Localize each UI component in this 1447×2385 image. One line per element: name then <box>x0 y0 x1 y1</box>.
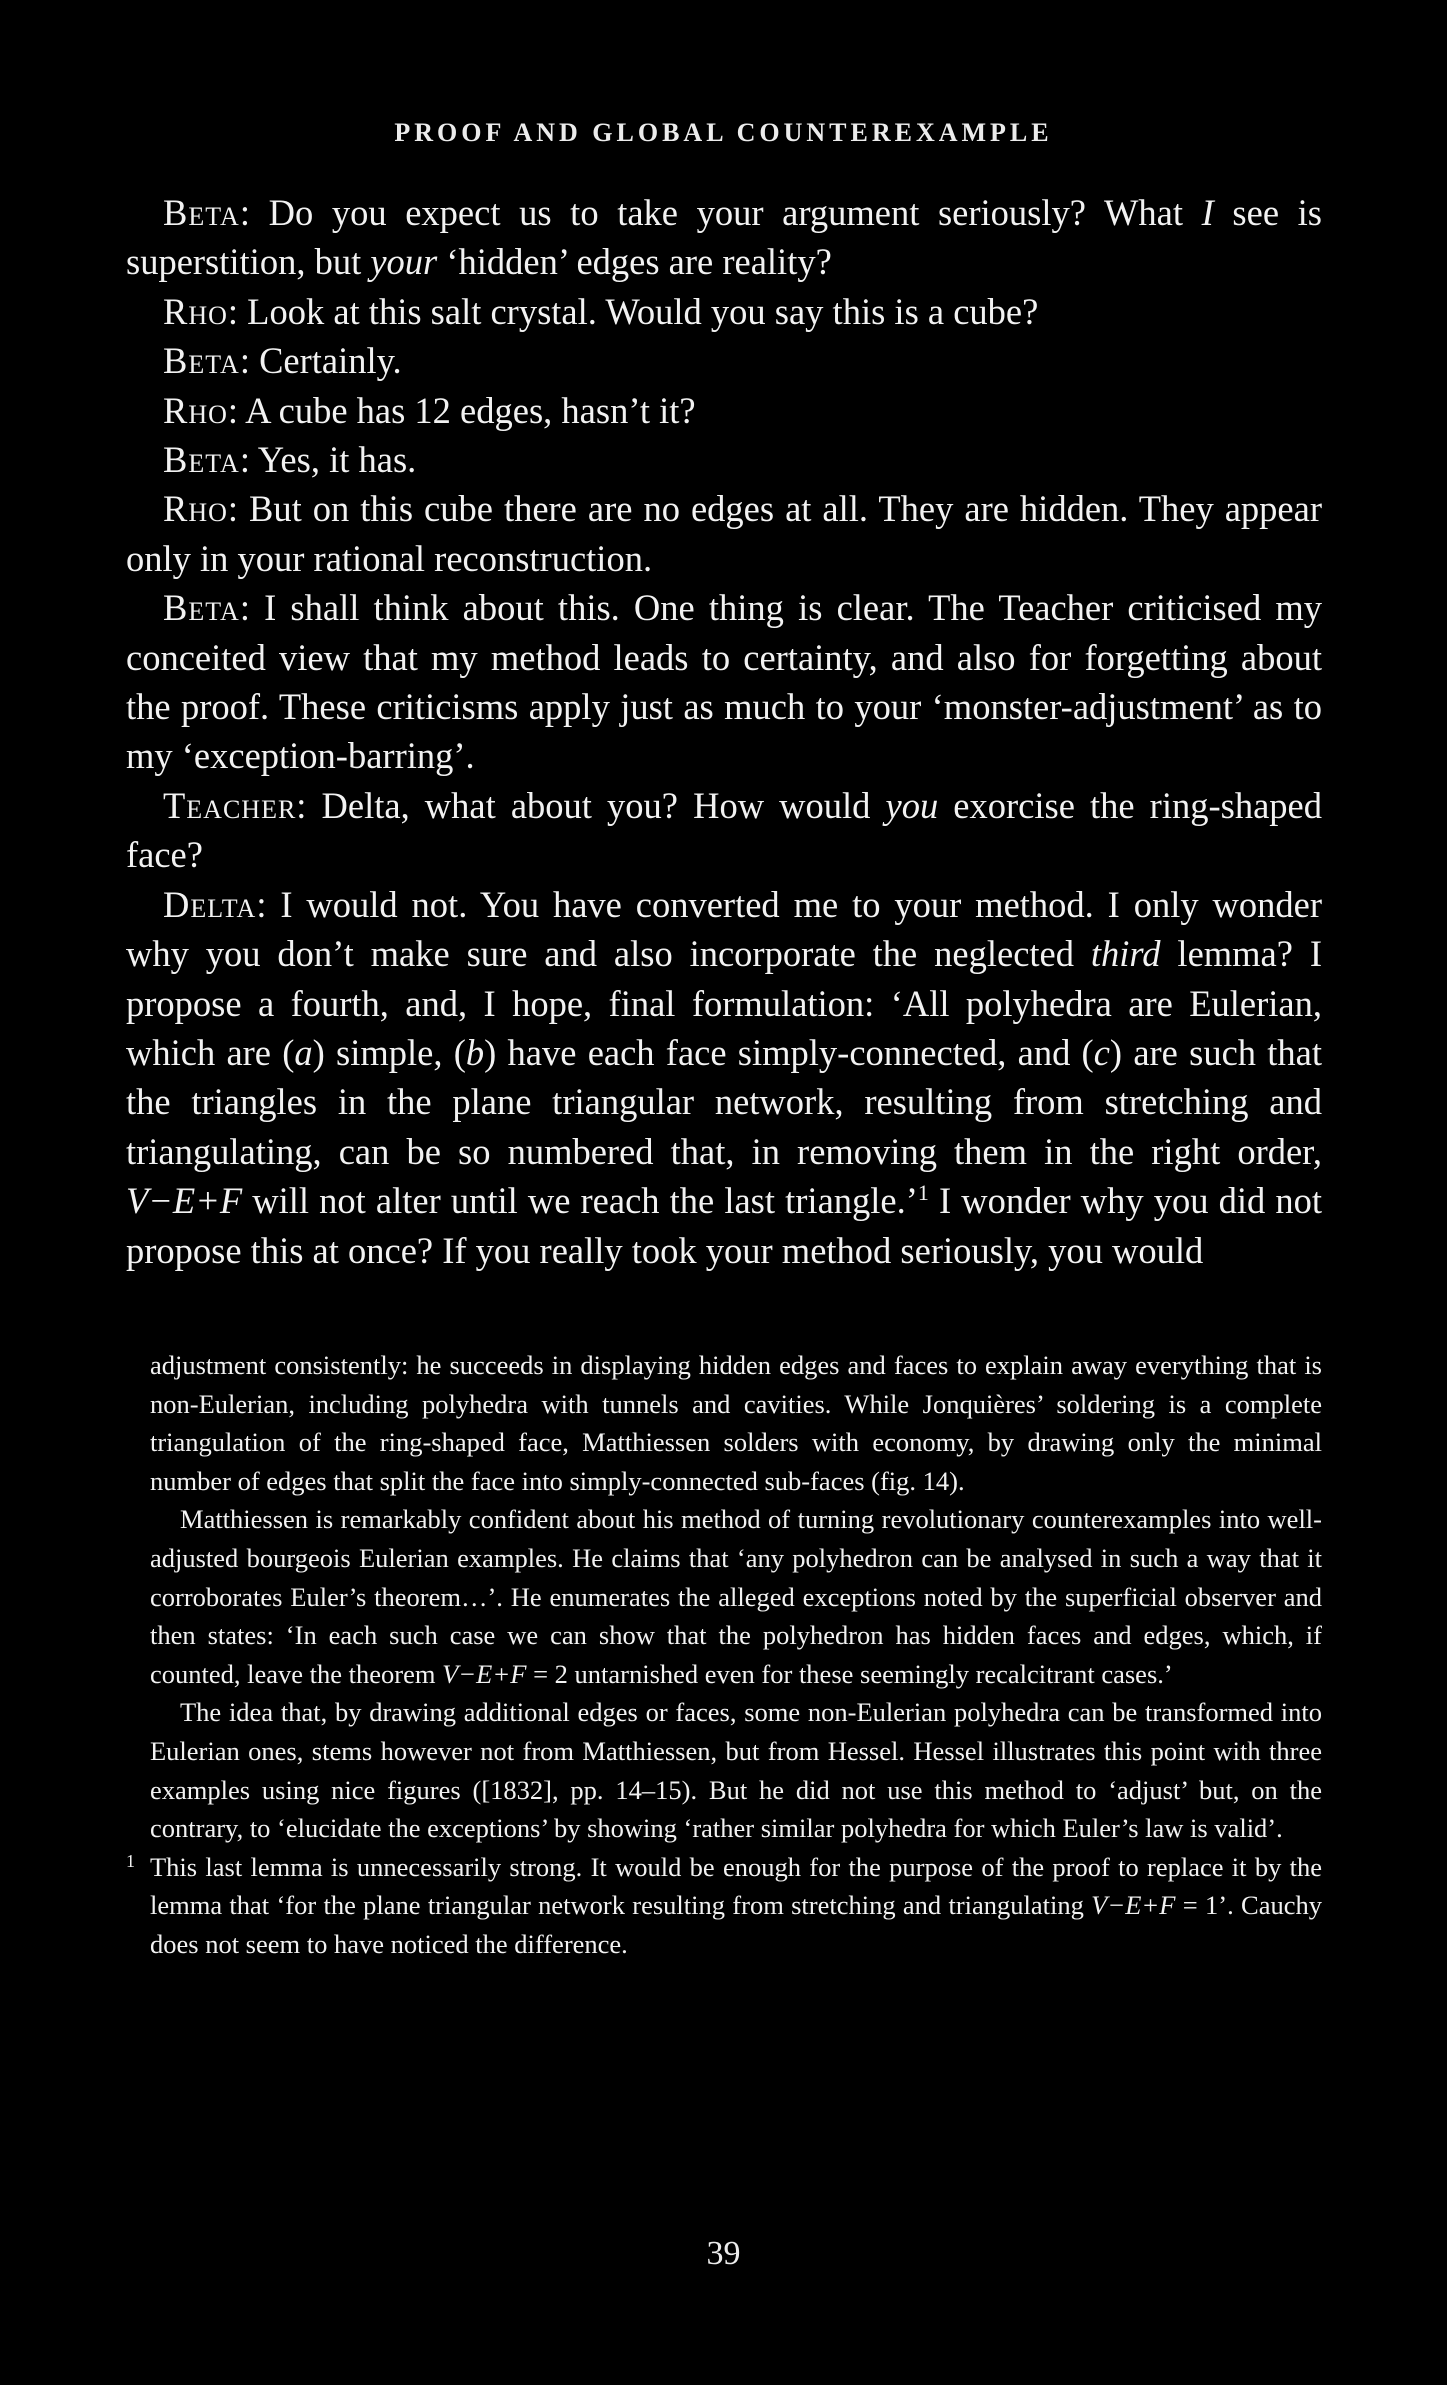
speaker-name: Beta <box>163 340 240 382</box>
text-run: : Look at this salt crystal. Would you say this is a cube? <box>227 290 1039 332</box>
text-run: : I shall think about this. One thing is clear. The Teacher criticised my conceited view that my method leads to certainty, and also for forgetting about the proof. These criticisms apply just as much to your ‘monster-adjustment’ as to my ‘exception-barring’. <box>126 587 1322 777</box>
dialogue-paragraph <box>126 435 1322 484</box>
text-run: : I would not. You have converted me to your method. I only wonder why you don’t make sure and also incorporate the neglected <box>126 883 1322 975</box>
text-run: : A cube has 12 edges, hasn’t it? <box>227 389 696 431</box>
text-run: ) have each face simply-connected, and ( <box>484 1031 1094 1073</box>
text-run: will not alter until we reach the last triangle.’ <box>242 1180 918 1222</box>
dialogue-paragraph <box>126 336 1322 385</box>
emphasis-text: V−E+F <box>126 1180 243 1222</box>
speaker-name: Beta <box>163 439 240 481</box>
text-run: lemma? I propose a fourth, and, I hope, final formulation: ‘All polyhedra are Eulerian, which are ( <box>126 933 1322 1073</box>
emphasis-text: b <box>465 1031 485 1073</box>
dialogue-paragraph <box>126 386 1322 435</box>
note-paragraph <box>150 1500 1322 1693</box>
notes-section <box>126 1346 1322 1964</box>
footnote <box>126 1848 1322 1964</box>
text-run: : Delta, what about you? How would <box>296 784 886 826</box>
emphasis-text: V−E+F <box>1091 1890 1176 1921</box>
emphasis-text: I <box>1201 192 1214 233</box>
page-number: 39 <box>706 2235 741 2272</box>
text-run: adjustment consistently: he succeeds in displaying hidden edges and faces to explain away everything that is non-Eulerian, including polyhedra with tunnels and cavities. While Jonquières’ soldering is a complete triangulation of the ring-shaped face, Matthiessen solders with economy, by drawing only the minimal number of edges that split the face into simply-connected sub-faces (fig. 14). <box>150 1350 1322 1496</box>
dialogue-paragraph <box>126 484 1322 583</box>
text-run: exorcise the ring-shaped face? <box>126 784 1322 876</box>
emphasis-text: you <box>885 784 939 826</box>
speaker-name: Rho <box>163 290 228 332</box>
text-run: = 1’. Cauchy does not seem to have noticed the difference. <box>150 1890 1322 1959</box>
emphasis-text: your <box>370 241 438 283</box>
speaker-name: Teacher <box>163 784 297 826</box>
footnote-reference: 1 <box>917 1179 929 1205</box>
emphasis-text: third <box>1090 933 1161 975</box>
text-run: I wonder why you did not propose this at once? If you really took your method seriously, you would <box>126 1180 1322 1271</box>
text-run: ) are such that the triangles in the plane triangular network, resulting from stretching and triangulating, can be so numbered that, in removing them in the right order, <box>126 1031 1322 1172</box>
speaker-name: Beta <box>163 587 240 629</box>
speaker-name: Delta <box>163 883 257 925</box>
text-run: This last lemma is unnecessarily strong. It would be enough for the purpose of the proof to replace it by the lemma that ‘for the plane triangular network resulting from stretching and triangulating <box>150 1851 1322 1921</box>
dialogue-paragraph <box>126 188 1322 287</box>
running-head: PROOF AND GLOBAL COUNTEREXAMPLE <box>394 118 1053 147</box>
dialogue-paragraph <box>126 880 1322 1275</box>
emphasis-text: a <box>294 1031 313 1073</box>
dialogue-paragraph <box>126 287 1322 336</box>
text-run: = 2 untarnished even for these seemingly recalcitrant cases.’ <box>526 1658 1173 1689</box>
speaker-name: Rho <box>163 389 228 431</box>
dialogue-paragraph <box>126 781 1322 880</box>
text-run: see is superstition, but <box>126 192 1322 283</box>
speaker-name: Rho <box>163 488 228 530</box>
text-run: : Yes, it has. <box>239 439 417 481</box>
text-run: Matthiessen is remarkably confident about his method of turning revolutionary counterexamples into well-adjusted bourgeois Eulerian examples. He claims that ‘any polyhedron can be analysed in such a way that it corroborates Euler’s theorem…’. He enumerates the alleged exceptions noted by the superficial observer and then states: ‘In each such case we can show that the polyhedron has hidden faces and edges, which, if counted, leave the theorem <box>150 1504 1322 1689</box>
text-run: The idea that, by drawing additional edges or faces, some non-Eulerian polyhedra can be transformed into Eulerian ones, stems however not from Matthiessen, but from Hessel. Hessel illustrates this point with three examples using nice figures ([1832], pp. 14–15). But he did not use this method to ‘adjust’ but, on the contrary, to ‘elucidate the exceptions’ by showing ‘rather similar polyhedra for which Euler’s law is valid’. <box>150 1697 1322 1844</box>
text-run: : But on this cube there are no edges at all. They are hidden. They appear only in your rational reconstruction. <box>126 488 1322 579</box>
note-continuation <box>150 1346 1322 1500</box>
emphasis-text: V−E+F <box>442 1658 527 1689</box>
footnote-marker: 1 <box>126 1850 135 1871</box>
text-run: ‘hidden’ edges are reality? <box>437 241 832 283</box>
dialogue-paragraph <box>126 583 1322 781</box>
speaker-name: Beta <box>163 192 240 233</box>
note-paragraph <box>150 1693 1322 1847</box>
dialogue-body <box>126 188 1322 1275</box>
emphasis-text: c <box>1093 1031 1110 1073</box>
text-run: : Do you expect us to take your argument seriously? What <box>239 192 1202 233</box>
text-run: ) simple, ( <box>312 1031 466 1073</box>
text-run: : Certainly. <box>239 340 402 382</box>
